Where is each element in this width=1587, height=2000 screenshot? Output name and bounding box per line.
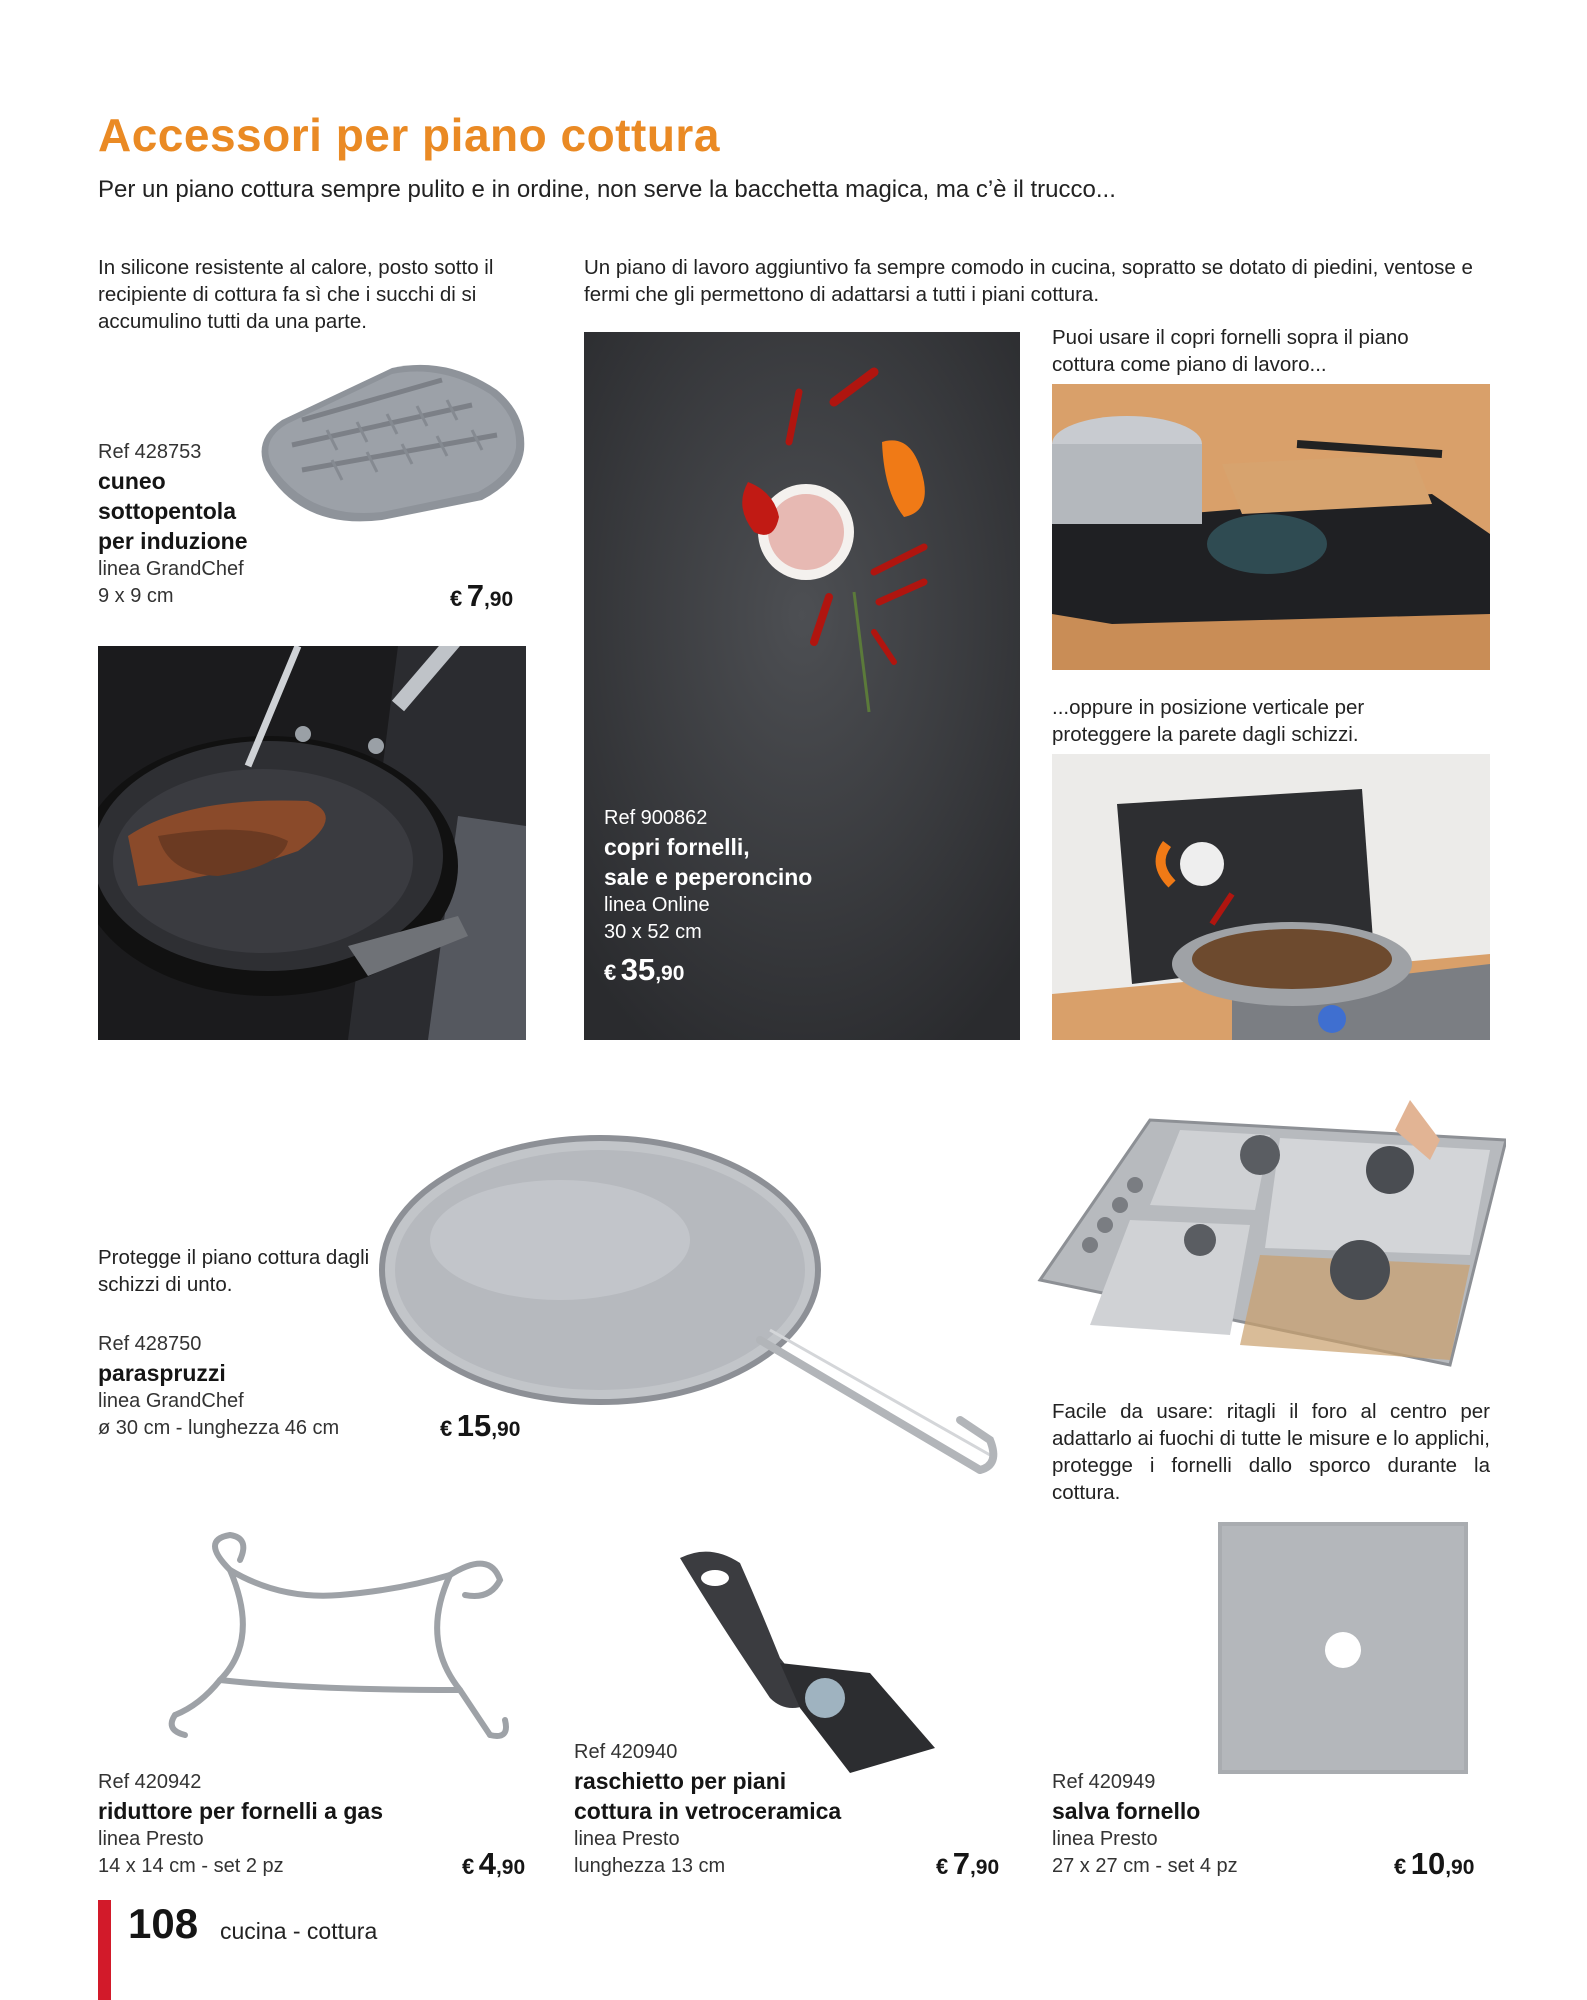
product-size: 27 x 27 cm - set 4 pz <box>1052 1855 1238 1877</box>
burner-liner-image <box>1218 1522 1468 1774</box>
product-cuneo <box>98 438 398 610</box>
splatter-intro: Protegge il piano cottura dagli schizzi di unto. <box>98 1246 370 1296</box>
product-salva <box>1052 1768 1412 1880</box>
product-name: sottopentola <box>98 498 236 524</box>
product-line: linea Online <box>604 894 710 916</box>
product-ref: Ref 900862 <box>604 807 708 829</box>
price-riduttore: € 4,90 <box>462 1846 526 1881</box>
price-cuneo: € 7,90 <box>450 578 514 613</box>
worktop-intro: Un piano di lavoro aggiuntivo fa sempre comodo in cucina, soprattо se dotato di piedini, ventose e fermi che gli permettono di adattarsi a tutti i piani cottura. <box>584 256 1473 306</box>
vertical-use-text: ...oppure in posizione verticale per proteggere la parete dagli schizzi. <box>1052 696 1365 746</box>
pan-photo <box>98 646 526 1040</box>
price-raschietto: € 7,90 <box>936 1846 1000 1881</box>
footer-accent-bar <box>98 1900 111 2000</box>
product-ref: Ref 428750 <box>98 1333 202 1355</box>
product-name: salva fornello <box>1052 1798 1201 1824</box>
page-number: 108 <box>128 1900 199 1947</box>
flat-use-text: Puoi usare il copri fornelli sopra il piano cottura come piano di lavoro... <box>1052 326 1409 376</box>
silicone-intro: In silicone resistente al calore, posto sotto il recipiente di cottura fa sì che i succhi di si accumulino tutti da una parte. <box>98 256 494 333</box>
product-ref: Ref 420949 <box>1052 1771 1156 1793</box>
product-riduttore <box>98 1768 478 1880</box>
product-paraspruzzi <box>98 1330 438 1442</box>
product-size: 30 x 52 cm <box>604 921 702 943</box>
product-line: linea Presto <box>574 1828 680 1850</box>
product-size: lunghezza 13 cm <box>574 1855 726 1877</box>
product-name: riduttore per fornelli a gas <box>98 1798 383 1824</box>
product-line: linea Presto <box>1052 1828 1158 1850</box>
easy-use-text: Facile da usare: ritagli il foro al centro per adattarlo ai fuochi di tutte le misure e lo applichi, protegge i fornelli dallo sporco durante la cottura. <box>1052 1400 1490 1504</box>
product-line: linea Presto <box>98 1828 204 1850</box>
product-line: linea GrandChef <box>98 558 244 580</box>
product-ref: Ref 428753 <box>98 441 202 463</box>
splash-guard-photo <box>1052 754 1490 1040</box>
product-ref: Ref 420942 <box>98 1771 202 1793</box>
product-raschietto <box>574 1738 934 1880</box>
reducer-image <box>160 1530 530 1750</box>
product-ref: Ref 420940 <box>574 1741 678 1763</box>
product-name: paraspruzzi <box>98 1360 226 1386</box>
price-salva: € 10,90 <box>1394 1846 1475 1881</box>
product-copri <box>604 804 984 946</box>
product-name: cottura in vetroceramica <box>574 1798 842 1824</box>
product-name: cuneo <box>98 468 166 494</box>
gas-hob-photo <box>1030 1100 1506 1380</box>
page-subtitle: Per un piano cottura sempre pulito e in ordine, non serve la bacchetta magica, ma c’è il trucco... <box>98 176 1116 203</box>
product-name: sale e peperoncino <box>604 864 813 890</box>
page-title: Accessori per piano cottura <box>98 109 720 161</box>
splatter-screen-image <box>370 1120 1010 1510</box>
product-name: copri fornelli, <box>604 834 750 860</box>
product-line: linea GrandChef <box>98 1390 244 1412</box>
section-label: cucina - cottura <box>220 1918 378 1944</box>
product-size: 14 x 14 cm - set 2 pz <box>98 1855 284 1877</box>
worktop-photo <box>1052 384 1490 670</box>
product-size: 9 x 9 cm <box>98 585 174 607</box>
product-name: raschietto per piani <box>574 1768 787 1794</box>
price-paraspruzzi: € 15,90 <box>440 1408 521 1443</box>
product-size: ø 30 cm - lunghezza 46 cm <box>98 1417 340 1439</box>
product-name: per induzione <box>98 528 248 554</box>
price-copri: € 35,90 <box>604 952 685 987</box>
